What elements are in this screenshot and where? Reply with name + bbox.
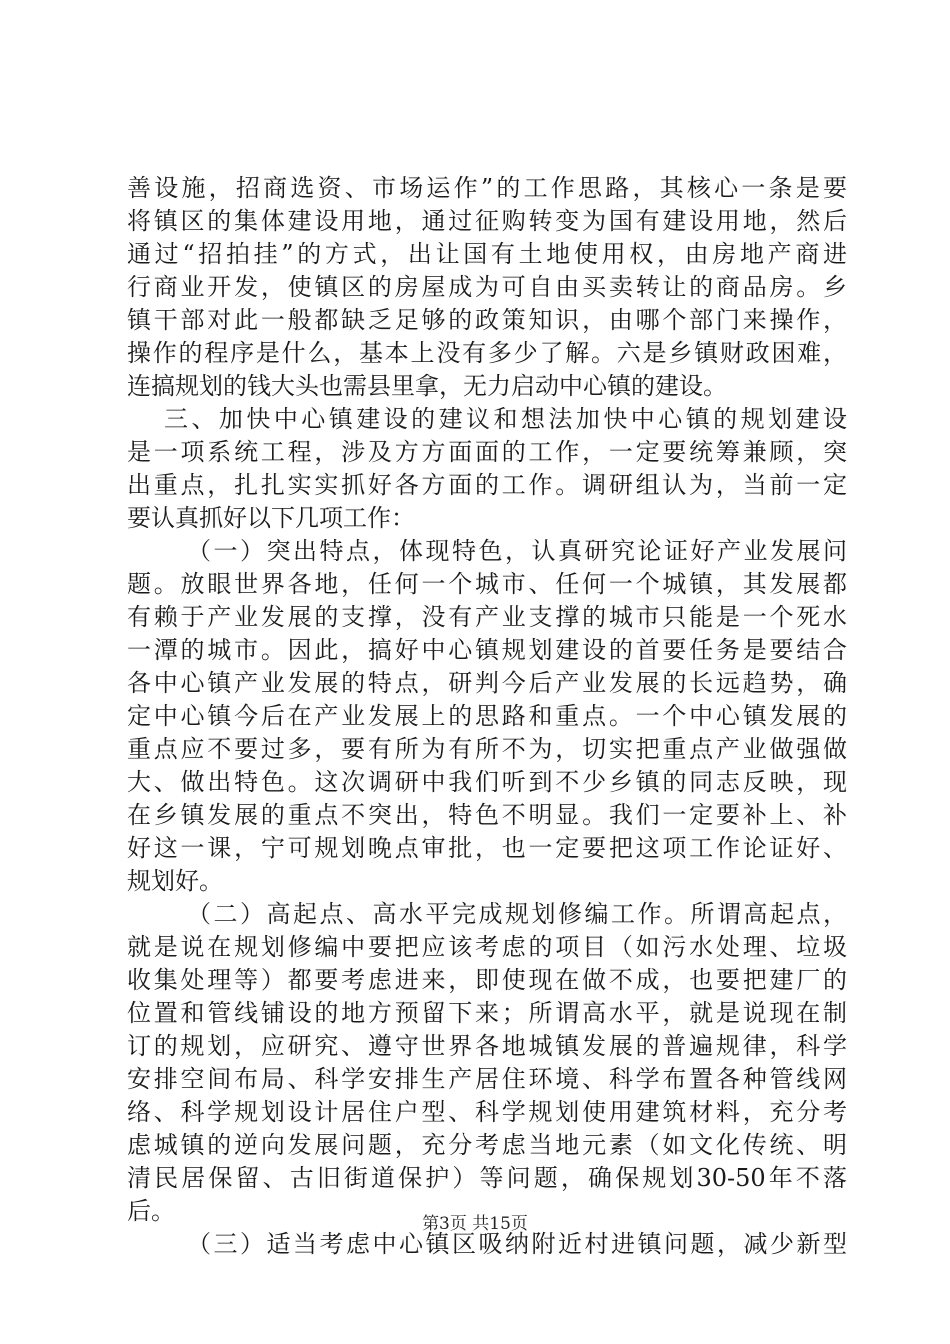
text-line: 后。 [127, 1197, 175, 1225]
text-line: 大、做出特色。这次调研中我们听到不少乡镇的同志反映，现 [127, 768, 847, 796]
text-line: 行商业开发，使镇区的房屋成为可自由买卖转让的商品房。乡 [127, 273, 847, 301]
text-line: 一潭的城市。因此，搞好中心镇规划建设的首要任务是要结合 [127, 636, 847, 664]
text-line: 重点应不要过多，要有所为有所不为，切实把重点产业做强做 [127, 735, 847, 763]
body-text [127, 172, 847, 1261]
text-line: 镇干部对此一般都缺乏足够的政策知识，由哪个部门来操作， [127, 306, 847, 334]
text-line: 出重点，扎扎实实抓好各方面的工作。调研组认为，当前一定 [127, 471, 847, 499]
text-line: 连搞规划的钱大头也需县里拿，无力启动中心镇的建设。 [127, 372, 727, 400]
subsection-heading-line: （二）高起点、高水平完成规划修编工作。所谓高起点， [187, 900, 847, 928]
text-line: 好这一课，宁可规划晚点审批，也一定要把这项工作论证好、 [127, 834, 847, 862]
text-line: 通过“招拍挂”的方式，出让国有土地使用权，由房地产商进 [127, 240, 847, 268]
text-line: 虑城镇的逆向发展问题，充分考虑当地元素（如文化传统、明 [127, 1131, 847, 1159]
page-footer [0, 1213, 950, 1235]
text-line: 各中心镇产业发展的特点，研判今后产业发展的长远趋势，确 [127, 669, 847, 697]
text-line: 络、科学规划设计居住户型、科学规划使用建筑材料，充分考 [127, 1098, 847, 1126]
text-line: 安排空间布局、科学安排生产居住环境、科学布置各种管线网 [127, 1065, 847, 1093]
text-line: 善设施，招商选资、市场运作”的工作思路，其核心一条是要 [127, 174, 847, 202]
text-line: 要认真抓好以下几项工作： [127, 504, 415, 532]
page-number-label: 第3页 共15页 [422, 1214, 528, 1234]
text-line: 订的规划，应研究、遵守世界各地城镇发展的普遍规律，科学 [127, 1032, 847, 1060]
text-line: 就是说在规划修编中要把应该考虑的项目（如污水处理、垃圾 [127, 933, 847, 961]
subsection-heading-line: （三）适当考虑中心镇区吸纳附近村进镇问题，减少新型 [187, 1230, 847, 1258]
text-line: 有赖于产业发展的支撑，没有产业支撑的城市只能是一个死水 [127, 603, 847, 631]
text-line: 题。放眼世界各地，任何一个城市、任何一个城镇，其发展都 [127, 570, 847, 598]
text-line: 定中心镇今后在产业发展上的思路和重点。一个中心镇发展的 [127, 702, 847, 730]
text-line: 在乡镇发展的重点不突出，特色不明显。我们一定要补上、补 [127, 801, 847, 829]
text-line: 操作的程序是什么，基本上没有多少了解。六是乡镇财政困难， [127, 339, 847, 367]
text-line: 将镇区的集体建设用地，通过征购转变为国有建设用地，然后 [127, 207, 847, 235]
text-line: 清民居保留、古旧街道保护）等问题，确保规划30-50年不落 [127, 1164, 847, 1192]
subsection-heading-line: （一）突出特点，体现特色，认真研究论证好产业发展问 [187, 537, 847, 565]
text-line: 位置和管线铺设的地方预留下来；所谓高水平，就是说现在制 [127, 999, 847, 1027]
text-line: 是一项系统工程，涉及方方面面的工作，一定要统筹兼顾，突 [127, 438, 847, 466]
section-heading-line: 三、加快中心镇建设的建议和想法加快中心镇的规划建设 [164, 405, 847, 433]
text-line: 规划好。 [127, 867, 223, 895]
text-line: 收集处理等）都要考虑进来，即使现在做不成，也要把建厂的 [127, 966, 847, 994]
